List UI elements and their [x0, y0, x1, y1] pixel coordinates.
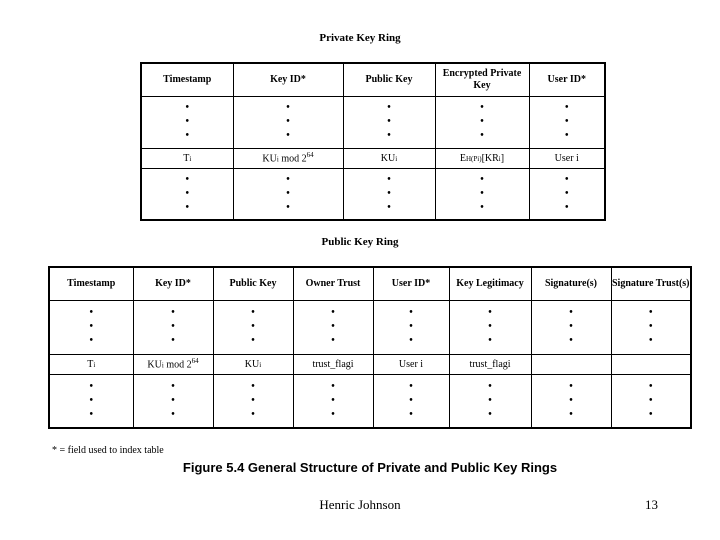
- encrypted-private-key-cell: [435, 148, 529, 168]
- ellipsis-cell: [531, 374, 611, 428]
- user-id-cell: User i: [529, 148, 605, 168]
- key-id-subscript: i: [161, 361, 164, 370]
- vertical-ellipsis: • • •: [648, 380, 653, 420]
- ellipsis-cell: [49, 374, 133, 428]
- ellipsis-cell: [213, 374, 293, 428]
- key-id-superscript: 64: [191, 357, 199, 366]
- ellipsis-cell: [435, 96, 529, 148]
- ellipsis-cell: [213, 300, 293, 354]
- public-key-subscript: i: [259, 360, 262, 369]
- footnote: * = field used to index table: [52, 445, 164, 456]
- enc-subscript: H(Pi): [466, 154, 482, 163]
- ellipsis-row: [141, 168, 605, 220]
- vertical-ellipsis: • • •: [185, 173, 189, 213]
- public-key-cell: [343, 148, 435, 168]
- ellipsis-row: [49, 374, 691, 428]
- ellipsis-cell: [373, 374, 449, 428]
- owner-trust-cell: trust_flagi: [293, 354, 373, 374]
- vertical-ellipsis: • • •: [569, 307, 573, 346]
- private-key-ring-table: [140, 62, 606, 221]
- ellipsis-row: [49, 300, 691, 354]
- vertical-ellipsis: • • •: [564, 173, 569, 213]
- ellipsis-cell: [531, 300, 611, 354]
- column-header: Encrypted Private Key: [435, 63, 529, 96]
- table-header-row: [141, 63, 605, 96]
- enc-prefix: E: [459, 152, 466, 164]
- key-legitimacy-cell: trust_flagi: [449, 354, 531, 374]
- table-header-row: [49, 267, 691, 300]
- figure-caption: Figure 5.4 General Structure of Private and Public Key Rings: [182, 460, 558, 475]
- column-header: Public Key: [213, 267, 293, 300]
- vertical-ellipsis: • • •: [331, 307, 335, 346]
- vertical-ellipsis: • • •: [251, 307, 255, 346]
- column-header: Signature Trust(s): [611, 267, 691, 300]
- vertical-ellipsis: • • •: [331, 380, 335, 420]
- user-id-cell: User i: [373, 354, 449, 374]
- column-header: Public Key: [343, 63, 435, 96]
- column-header: User ID*: [529, 63, 605, 96]
- timestamp-cell: [49, 354, 133, 374]
- key-id-subscript: i: [276, 155, 279, 164]
- table-row: [141, 148, 605, 168]
- footer-author: Henric Johnson: [319, 497, 401, 512]
- ellipsis-cell: [343, 96, 435, 148]
- column-header: Owner Trust: [293, 267, 373, 300]
- key-id-cell: [133, 354, 213, 374]
- ellipsis-cell: [293, 374, 373, 428]
- ellipsis-row: [141, 96, 605, 148]
- page-number: 13: [645, 497, 658, 512]
- ellipsis-cell: [343, 168, 435, 220]
- vertical-ellipsis: • • •: [286, 173, 290, 213]
- key-id-mod: mod 2: [278, 153, 307, 165]
- timestamp-subscript: i: [93, 360, 96, 369]
- ellipsis-cell: [141, 168, 233, 220]
- enc-close: ]: [500, 152, 505, 164]
- ellipsis-cell: [449, 374, 531, 428]
- ellipsis-cell: [611, 374, 691, 428]
- public-key-text: KU: [244, 358, 260, 370]
- timestamp-text: T: [87, 358, 94, 370]
- key-id-mod: mod 2: [163, 359, 192, 371]
- ellipsis-cell: [449, 300, 531, 354]
- vertical-ellipsis: • • •: [480, 102, 484, 141]
- ellipsis-cell: [49, 300, 133, 354]
- vertical-ellipsis: • • •: [488, 307, 492, 346]
- private-key-ring-title: Private Key Ring: [319, 32, 401, 44]
- vertical-ellipsis: • • •: [171, 307, 175, 346]
- timestamp-subscript: i: [189, 154, 192, 163]
- column-header: Timestamp: [141, 63, 233, 96]
- key-id-cell: [233, 148, 343, 168]
- ellipsis-cell: [233, 168, 343, 220]
- vertical-ellipsis: • • •: [409, 380, 413, 420]
- ellipsis-cell: [141, 96, 233, 148]
- ellipsis-cell: [133, 300, 213, 354]
- enc-bracket: [KR: [481, 152, 499, 164]
- column-header: User ID*: [373, 267, 449, 300]
- ellipsis-cell: [133, 374, 213, 428]
- vertical-ellipsis: • • •: [564, 102, 569, 141]
- vertical-ellipsis: • • •: [480, 173, 484, 213]
- vertical-ellipsis: • • •: [89, 307, 93, 346]
- column-header: Key ID*: [233, 63, 343, 96]
- vertical-ellipsis: • • •: [286, 102, 290, 141]
- column-header: Key ID*: [133, 267, 213, 300]
- public-key-subscript: i: [395, 154, 398, 163]
- timestamp-text: T: [183, 152, 190, 164]
- vertical-ellipsis: • • •: [409, 307, 413, 346]
- vertical-ellipsis: • • •: [569, 380, 573, 420]
- column-header: Timestamp: [49, 267, 133, 300]
- ellipsis-cell: [435, 168, 529, 220]
- ellipsis-cell: [611, 300, 691, 354]
- vertical-ellipsis: • • •: [89, 380, 93, 420]
- signatures-cell: [531, 354, 611, 374]
- public-key-ring-table: [48, 266, 692, 429]
- vertical-ellipsis: • • •: [648, 307, 653, 346]
- ellipsis-cell: [373, 300, 449, 354]
- public-key-ring-title: Public Key Ring: [321, 236, 399, 248]
- ellipsis-cell: [233, 96, 343, 148]
- ellipsis-cell: [529, 96, 605, 148]
- vertical-ellipsis: • • •: [387, 173, 391, 213]
- vertical-ellipsis: • • •: [171, 380, 175, 420]
- vertical-ellipsis: • • •: [387, 102, 391, 141]
- ellipsis-cell: [529, 168, 605, 220]
- vertical-ellipsis: • • •: [488, 380, 492, 420]
- enc-bracket-subscript: i: [498, 154, 501, 163]
- key-id-text: KU: [262, 153, 277, 165]
- column-header: Key Legitimacy: [449, 267, 531, 300]
- ellipsis-cell: [293, 300, 373, 354]
- public-key-cell: [213, 354, 293, 374]
- table-row: [49, 354, 691, 374]
- vertical-ellipsis: • • •: [185, 102, 189, 141]
- signature-trust-cell: [611, 354, 691, 374]
- key-id-text: KU: [147, 359, 162, 371]
- vertical-ellipsis: • • •: [251, 380, 255, 420]
- public-key-text: KU: [380, 152, 396, 164]
- column-header: Signature(s): [531, 267, 611, 300]
- key-id-superscript: 64: [306, 151, 314, 160]
- timestamp-cell: [141, 148, 233, 168]
